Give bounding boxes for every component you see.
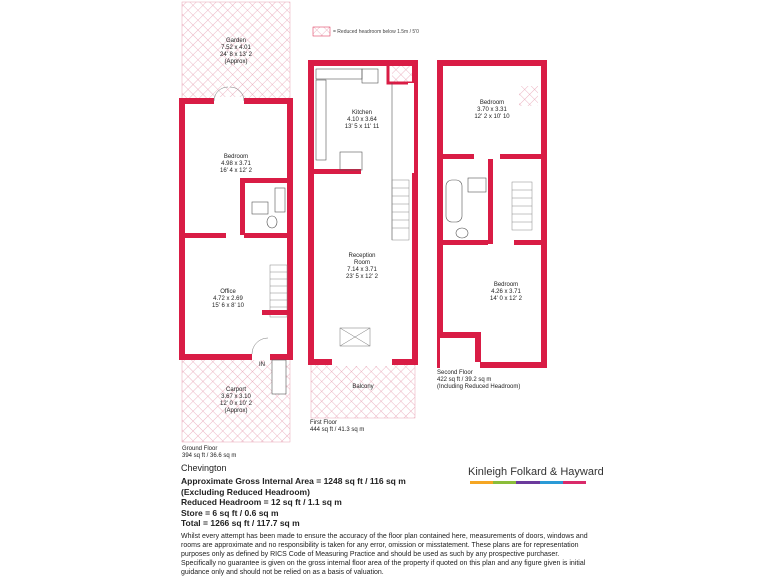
brand-color-bar <box>470 481 586 484</box>
area-line: Reduced Headroom = 12 sq ft / 1.1 sq m <box>181 497 342 507</box>
room-label-line: Bedroom <box>493 282 519 288</box>
room-label-line: 4.10 x 3.64 <box>347 117 377 123</box>
first-floor-caption <box>310 420 364 434</box>
garden-area <box>182 2 290 100</box>
brand-color-segment <box>563 481 586 484</box>
legend-swatch <box>313 27 330 36</box>
room-label-bedroom-second-top <box>474 100 510 120</box>
ground-floor-area: 394 sq ft / 36.6 sq m <box>182 453 237 459</box>
store-cupboard <box>272 360 286 394</box>
room-label-line: Bedroom <box>223 154 249 160</box>
balcony-area <box>311 363 415 418</box>
room-label-line: 13' 5 x 11' 11 <box>344 124 380 130</box>
area-line: Total = 1266 sq ft / 117.7 sq m <box>181 518 300 528</box>
room-label-line: 24' 8 x 13' 2 <box>220 52 252 58</box>
legend-label: = Reduced headroom below 1.5m / 5'0 <box>333 29 419 35</box>
brand-color-segment <box>516 481 539 484</box>
room-label-line: Balcony <box>352 384 374 390</box>
brand-color-segment <box>540 481 563 484</box>
room-label-line: Bedroom <box>479 100 505 106</box>
brand-color-segment <box>470 481 493 484</box>
room-label-line: 12' 2 x 10' 10 <box>474 114 510 120</box>
room-label-line: 4.98 x 3.71 <box>221 161 251 167</box>
room-label-line: 14' 0 x 12' 2 <box>490 296 522 302</box>
property-address: Chevington <box>181 463 227 473</box>
room-label-line: 12' 0 x 10' 2 <box>220 401 252 407</box>
room-label-line: 16' 4 x 12' 2 <box>220 168 252 174</box>
room-label-kitchen <box>345 110 380 130</box>
room-label-bedroom-ground <box>220 154 253 174</box>
room-label-line: 7.14 x 3.71 <box>347 267 377 273</box>
area-summary <box>181 476 406 529</box>
room-label-line: 3.70 x 3.31 <box>477 107 507 113</box>
ground-floor-plan <box>182 2 290 442</box>
room-label-reception <box>346 253 379 280</box>
room-label-line: 15' 6 x 8' 10 <box>212 303 244 309</box>
room-label-line: Kitchen <box>351 110 373 116</box>
room-label-line: Room <box>353 260 371 266</box>
room-label-bedroom-second-bottom <box>490 282 523 302</box>
first-floor-name: First Floor <box>310 420 337 426</box>
first-floor-area: 444 sq ft / 41.3 sq m <box>310 427 365 433</box>
second-floor-name: Second Floor <box>437 370 473 376</box>
area-line: (Excluding Reduced Headroom) <box>181 486 310 497</box>
room-label-line: Garden <box>225 38 247 44</box>
second-floor-note: (Including Reduced Headroom) <box>437 384 521 390</box>
room-label-line: Office <box>220 289 236 295</box>
brand-logo: Kinleigh Folkard & Hayward <box>468 466 604 478</box>
ground-floor-caption <box>182 446 236 460</box>
entrance-label: IN <box>259 362 265 368</box>
brand-color-segment <box>493 481 516 484</box>
room-label-line: 23' 5 x 12' 2 <box>346 274 378 280</box>
room-label-line: (Approx) <box>224 408 248 414</box>
second-floor-caption <box>437 370 520 391</box>
room-label-line: 7.52 x 4.01 <box>221 45 251 51</box>
room-label-line: (Approx) <box>224 59 248 65</box>
room-label-balcony <box>352 384 373 390</box>
area-line: Store = 6 sq ft / 0.6 sq m <box>181 507 279 518</box>
room-label-line: 4.26 x 3.71 <box>491 289 521 295</box>
room-label-line: Reception <box>348 253 376 259</box>
disclaimer-text: Whilst every attempt has been made to ensure the accuracy of the floor plan contained here, measurements of doors, windows and rooms are approximate and no responsibility is taken for any error, omission or misstatement. These plans are for representation purposes only as defined by RICS Code of Measuring Practice and should be used as such by any prospective purchaser. Specifically no guarantee is given on the gross internal floor area of the property if quoted on this plan and any figure given is initial guidance only and should not be relied on as a basis of valuation. <box>181 533 588 576</box>
room-label-line: Carport <box>225 387 247 393</box>
ground-floor-name: Ground Floor <box>182 446 218 452</box>
second-floor-area: 422 sq ft / 39.2 sq m <box>437 377 492 383</box>
area-line: Approximate Gross Internal Area = 1248 sq ft / 116 sq m <box>181 476 406 486</box>
room-label-line: 4.72 x 2.69 <box>213 296 243 302</box>
room-label-office <box>212 289 245 309</box>
room-label-line: 3.67 x 3.10 <box>221 394 251 400</box>
